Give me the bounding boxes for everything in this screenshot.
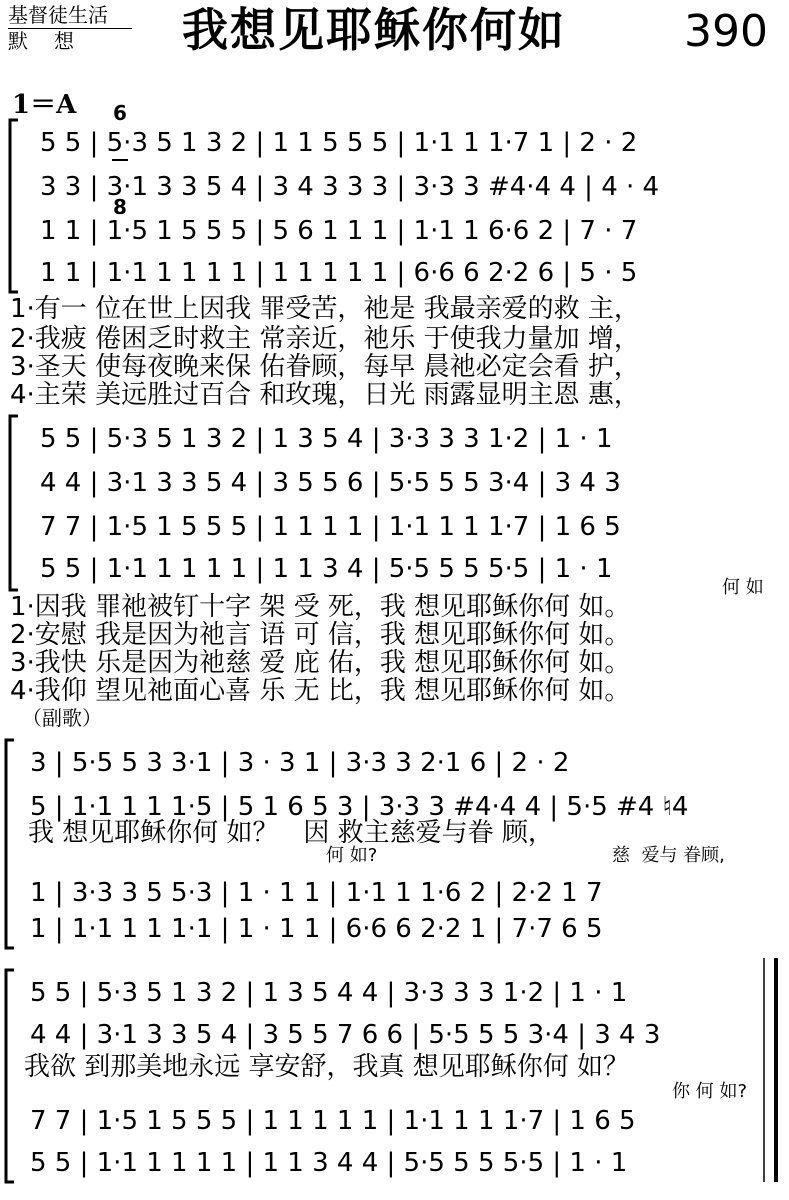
final-upper-voice-2: 4 4 | 3·1 3 3 5 4 | 3 5 5 7 6 6 | 5·5 5 5 3·4 | 3 4 3 — [30, 1020, 661, 1050]
system2-voice-4: 5 5 | 1·1 1 1 1 1 | 1 1 3 4 | 5·5 5 5 5·5 | 1 · 1 — [40, 554, 613, 584]
chorus-bracket — [6, 740, 14, 948]
system2-lyric-1: 1·因我 罪祂被钉十字 架 受 死，我 想见耶稣你何 如。 — [10, 592, 631, 622]
hymn-number: 390 — [684, 6, 768, 57]
system2-lyric-2: 2·安慰 我是因为祂言 语 可 信，我 想见耶稣你何 如。 — [10, 620, 631, 650]
system1-voice-1: 5 5 | 5·3 5 1 3 2 | 1 1 5 5 5 | 1·1 1 1·7 1 | 2 · 2 — [40, 128, 638, 158]
chorus-upper-voice-2: 5 | 1·1 1 1 1·5 | 5 1 6 5 3 | 3·3 3 #4·4 4 | 5·5 #4 ♮4 — [30, 792, 689, 822]
final-lower-voice-1: 7 7 | 1·5 1 5 5 5 | 1 1 1 1 1 | 1·1 1 1 1·7 | 1 6 5 — [30, 1106, 636, 1136]
system2-echo: 何 如 — [722, 577, 764, 598]
system1-lyric-2: 2·我疲 倦困乏时救主 常亲近，祂乐 于使我力量加 增， — [10, 324, 640, 354]
system1-lyric-3: 3·圣天 使每夜晚来保 佑眷顾，每早 晨祂必定会看 护， — [10, 352, 640, 382]
key-signature: 1＝A — [12, 90, 77, 120]
chorus-label: （副歌） — [22, 706, 102, 730]
system2-lyric-4: 4·我仰 望见祂面心喜 乐 无 比，我 想见耶稣你何 如。 — [10, 676, 631, 706]
system2-bracket — [10, 416, 18, 590]
chorus-upper-voice-1: 3 | 5·5 5 3 3·1 | 3 · 3 1 | 3·3 3 2·1 6 | 2 · 2 — [30, 748, 570, 778]
final-bracket — [6, 970, 14, 1182]
system2-voice-2: 4 4 | 3·1 3 3 5 4 | 3 5 5 6 | 5·5 5 5 3·4 | 3 4 3 — [40, 468, 621, 498]
chorus-echo-left: 何 如? — [326, 845, 378, 866]
final-upper-voice-1: 5 5 | 5·3 5 1 3 2 | 1 3 5 4 4 | 3·3 3 3 1·2 | 1 · 1 — [30, 978, 628, 1008]
system1-lyric-1: 1·有一 位在世上因我 罪受苦，祂是 我最亲爱的救 主， — [10, 294, 640, 324]
system1-bracket — [10, 120, 18, 292]
time-signature-bottom: 8 — [113, 195, 127, 219]
hymnal-name: 基督徒生活 — [8, 3, 108, 27]
hymnal-category: 默想 — [8, 29, 100, 53]
final-lower-voice-2: 5 5 | 1·1 1 1 1 1 | 1 1 3 4 4 | 5·5 5 5 5·5 | 1 · 1 — [30, 1148, 628, 1178]
chorus-lower-voice-2: 1 | 1·1 1 1 1·1 | 1 · 1 1 | 6·6 6 2·2 1 | 7·7 6 5 — [30, 914, 603, 944]
system2-voice-3: 7 7 | 1·5 1 5 5 5 | 1 1 1 1 | 1·1 1 1 1·7 | 1 6 5 — [40, 512, 621, 542]
song-title: 我想见耶稣你何如 — [182, 3, 566, 57]
chorus-echo-right: 慈 爱与 眷顾, — [612, 845, 725, 866]
system1-voice-4: 1 1 | 1·1 1 1 1 1 | 1 1 1 1 1 | 6·6 6 2·2 6 | 5 · 5 — [40, 258, 638, 288]
system1-voice-3: 1 1 | 1·5 1 5 5 5 | 5 6 1 1 1 | 1·1 1 6·6 2 | 7 · 7 — [40, 216, 638, 246]
final-echo: 你 何 如? — [672, 1081, 747, 1102]
time-signature-top: 6 — [113, 101, 127, 125]
system2-voice-1: 5 5 | 5·3 5 1 3 2 | 1 3 5 4 | 3·3 3 3 1·2 | 1 · 1 — [40, 424, 613, 454]
chorus-lower-voice-1: 1 | 3·3 3 5 5·3 | 1 · 1 1 | 1·1 1 1·6 2 | 2·2 1 7 — [30, 878, 603, 908]
final-lyric: 我欲 到那美地永远 享安舒，我真 想见耶稣你何 如？ — [24, 1052, 630, 1082]
system2-lyric-3: 3·我快 乐是因为祂慈 爱 庇 佑，我 想见耶稣你何 如。 — [10, 648, 631, 678]
system1-voice-2: 3 3 | 3·1 3 3 5 4 | 3 4 3 3 3 | 3·3 3 #4·4 4 | 4 · 4 — [40, 172, 660, 202]
chorus-lyric: 我 想见耶稣你何 如？ 因 救主慈爱与眷 顾， — [28, 818, 554, 848]
system1-lyric-4: 4·主荣 美远胜过百合 和玫瑰，日光 雨露显明主恩 惠， — [10, 380, 640, 410]
